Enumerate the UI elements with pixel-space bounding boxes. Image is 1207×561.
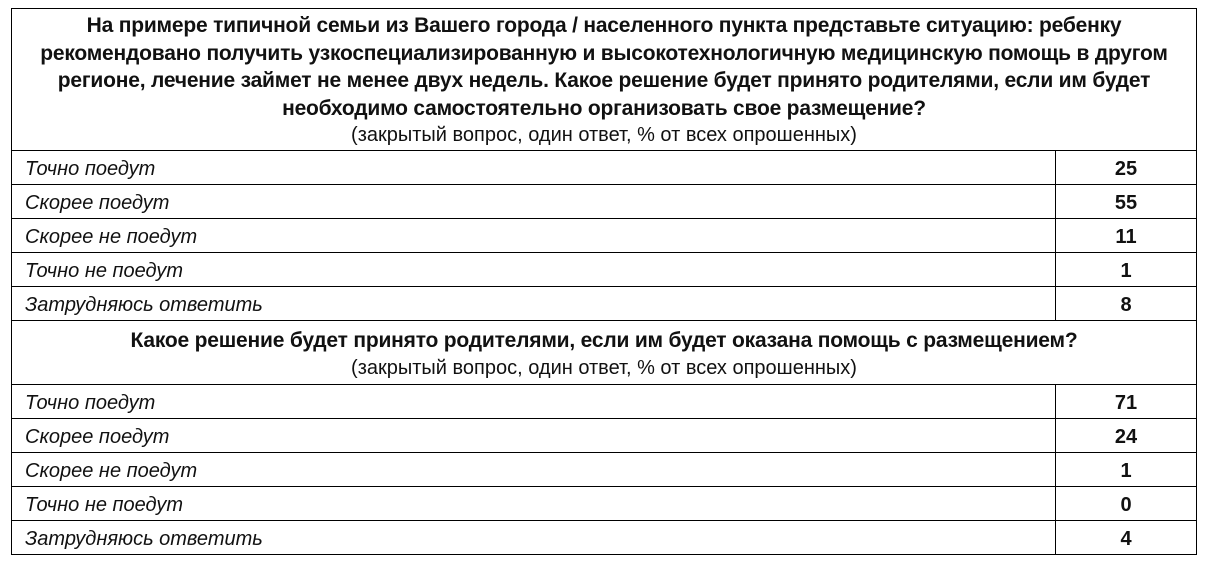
answer-value: 11 (1056, 219, 1197, 253)
answer-value: 1 (1056, 253, 1197, 287)
question-1-header-row (12, 9, 1197, 151)
table-row (12, 521, 1197, 555)
table-row (12, 151, 1197, 185)
table-row (12, 419, 1197, 453)
answer-label: Затрудняюсь ответить (12, 521, 1056, 555)
table-row (12, 453, 1197, 487)
table-row (12, 385, 1197, 419)
survey-table (11, 8, 1197, 555)
table-row (12, 185, 1197, 219)
answer-value: 55 (1056, 185, 1197, 219)
answer-label: Точно поедут (12, 151, 1056, 185)
answer-value: 25 (1056, 151, 1197, 185)
answer-value: 8 (1056, 287, 1197, 321)
table-row (12, 219, 1197, 253)
answer-label: Точно не поедут (12, 253, 1056, 287)
question-2-title: Какое решение будет принято родителями, если им будет оказана помощь с размещением? (130, 329, 1078, 352)
question-2-header-row (12, 321, 1197, 385)
answer-label: Затрудняюсь ответить (12, 287, 1056, 321)
answer-value: 24 (1056, 419, 1197, 453)
answer-value: 4 (1056, 521, 1197, 555)
answer-label: Скорее поедут (12, 185, 1056, 219)
answer-value: 0 (1056, 487, 1197, 521)
table-row (12, 253, 1197, 287)
table-row (12, 287, 1197, 321)
answer-value: 1 (1056, 453, 1197, 487)
answer-value: 71 (1056, 385, 1197, 419)
question-2-header (12, 321, 1197, 385)
answer-label: Точно поедут (12, 385, 1056, 419)
question-1-note: (закрытый вопрос, один ответ, % от всех опрошенных) (351, 124, 857, 146)
table-row (12, 487, 1197, 521)
question-2-note: (закрытый вопрос, один ответ, % от всех опрошенных) (351, 356, 857, 379)
answer-label: Скорее не поедут (12, 453, 1056, 487)
question-1-header (12, 9, 1197, 151)
answer-label: Скорее не поедут (12, 219, 1056, 253)
question-1-title: На примере типичной семьи из Вашего города / населенного пункта представьте ситуацию: ребенку рекомендовано получить узкоспециализированную и высокотехнологичную медицинскую помощь в другом регионе, лечение займет не менее двух недель. Какое решение будет принято родителями, если им будет необходимо самостоятельно организовать свое размещение? (40, 14, 1168, 120)
answer-label: Скорее поедут (12, 419, 1056, 453)
answer-label: Точно не поедут (12, 487, 1056, 521)
